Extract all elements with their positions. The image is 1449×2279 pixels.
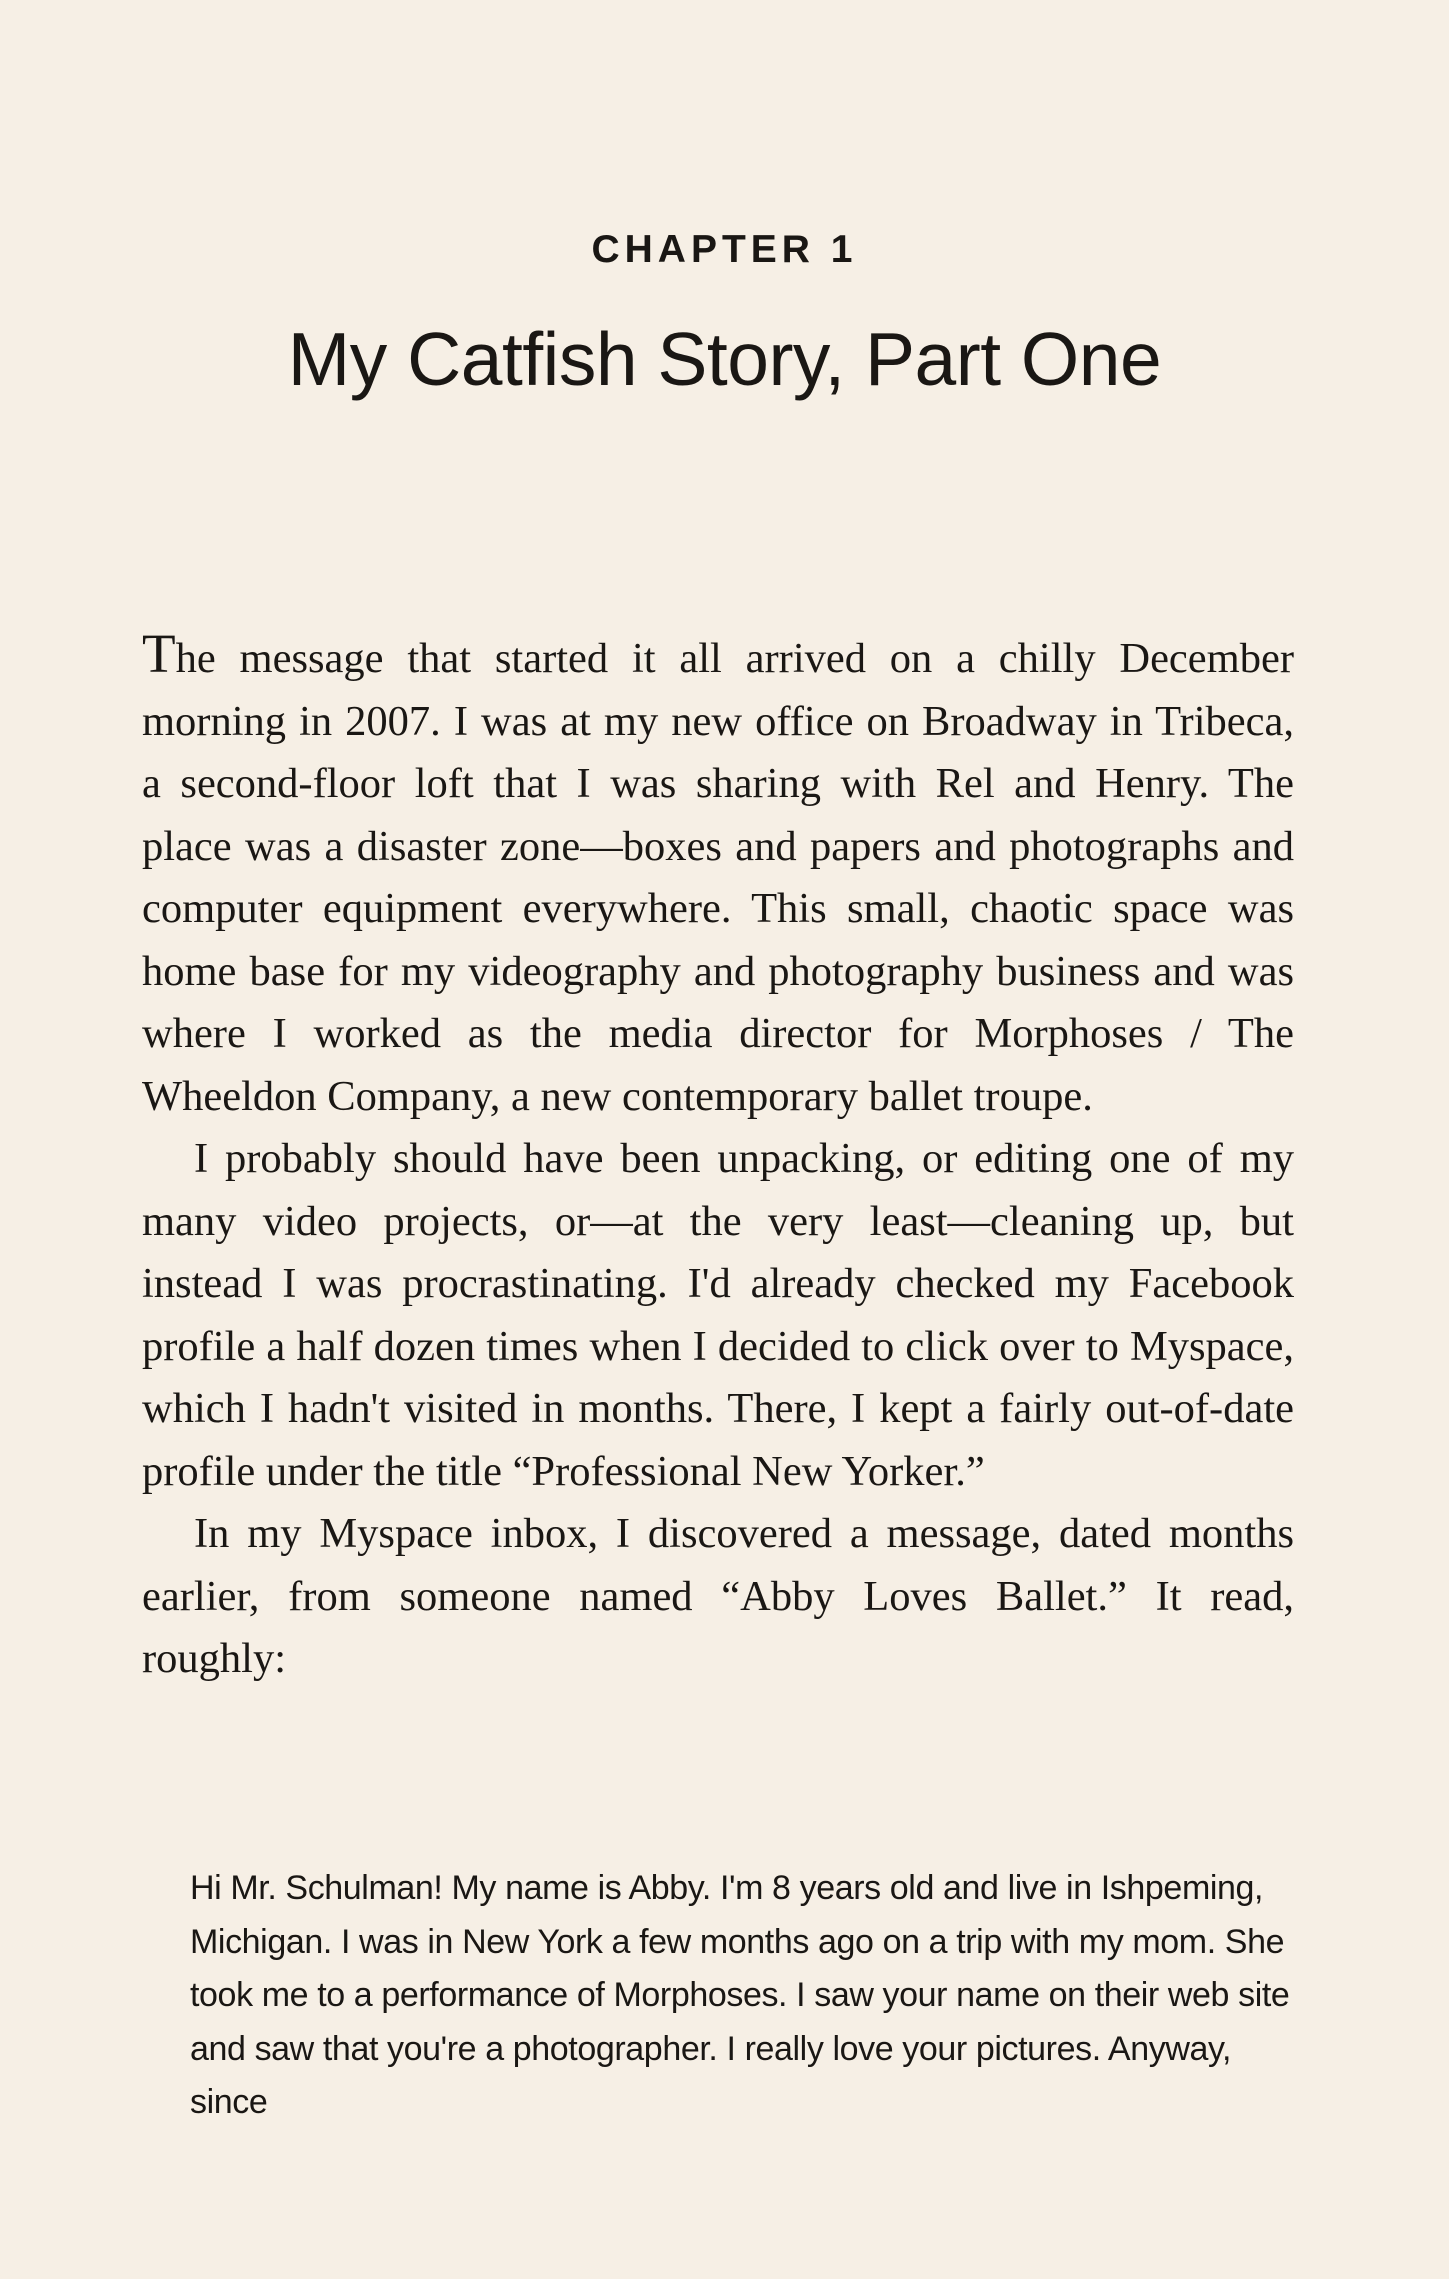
paragraph-3: In my Myspace inbox, I discovered a message, dated months earlier, from someone named “Abby Loves Ballet.” It read, roughly: bbox=[142, 1510, 1294, 1682]
paragraph-2: I probably should have been unpacking, or editing one of my many video projects, or—at the very least—cleaning up, but instead I was procrastinating. I'd already checked my Facebook profile a half dozen times when I decided to click over to Myspace, which I hadn't visited in months. There, I kept a fairly out-of-date profile under the title “Professional New Yorker.” bbox=[142, 1135, 1294, 1495]
chapter-label: CHAPTER 1 bbox=[591, 228, 858, 271]
chapter-title: My Catfish Story, Part One bbox=[287, 317, 1162, 401]
drop-cap: T bbox=[142, 623, 176, 684]
paragraph-1-text: he message that started it all arrived on a chilly December morning in 2007. I was at my new office on Broadway in Tribeca, a second-floor loft that I was sharing with Rel and Henry. The place was a disaster zone—boxes and papers and photographs and computer equipment everywhere. This small, chaotic space was home base for my videography and photography business and was where I worked as the media director for Morphoses / The Wheeldon Company, a new contemporary ballet troupe. bbox=[142, 635, 1294, 1120]
paragraph-1 bbox=[142, 623, 1294, 1128]
body-text bbox=[142, 623, 1294, 1691]
quoted-message: Hi Mr. Schulman! My name is Abby. I'm 8 years old and live in Ishpeming, Michigan. I was in New York a few months ago on a trip with my mom. She took me to a performance of Morphoses. I saw your name on their web site and saw that you're a photographer. I really love your pictures. Anyway, since bbox=[190, 1869, 1290, 2121]
